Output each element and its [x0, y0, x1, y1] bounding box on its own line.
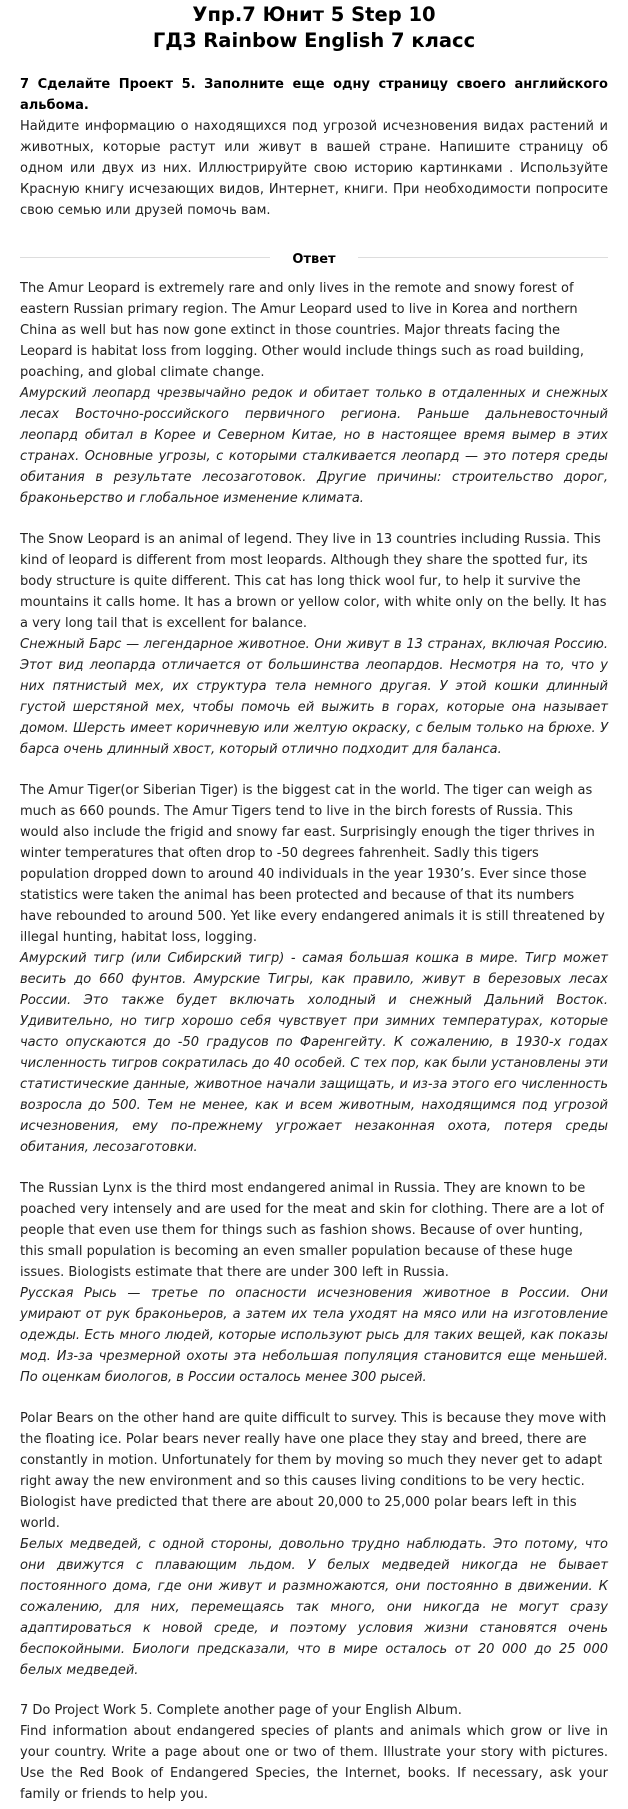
section-amur-leopard [20, 278, 608, 509]
section-ru: Амурский тигр (или Сибирский тигр) - самая большая кошка в мире. Тигр может весить до 660 фунтов. Амурские Тигры, как правило, живут в березовых лесах России. Это также будет включать холодный и снежный Дальний Восток. Удивительно, но тигр хорошо себя чувствует при зимних температурах, которые часто опускаются до -50 градусов по Фаренгейту. К сожалению, в 1930-х годах численность тигров сократилась до 40 особей. С тех пор, как были установлены эти статистические данные, животное начали защищать, и из-за этого его численность возросла до 500. Тем не менее, как и всем животным, находящимся под угрозой исчезновения, ему по-прежнему угрожает незаконная охота, потеря среды обитания, лесозаготовки. [20, 951, 608, 1155]
answer-label: Ответ [270, 252, 357, 267]
section-snow-leopard [20, 529, 608, 760]
task-heading: 7 Сделайте Проект 5. Заполните еще одну страницу своего английского альбома. [20, 77, 608, 113]
title-line-1: Упр.7 Юнит 5 Step 10 [192, 3, 436, 26]
title-line-2: ГДЗ Rainbow English 7 класс [152, 29, 476, 52]
section-ru: Белых медведей, с одной стороны, довольно трудно наблюдать. Это потому, что они движутся с плавающим льдом. У белых медведей никогда не бывает постоянного дома, где они живут и размножаются, они постоянно в движении. К сожалению, для них, перемещаясь так много, они никогда не могут сразу адаптироваться к новой среде, и поэтому условия жизни становятся очень беспокойными. Биологи предсказали, что в мире осталось от 20 000 до 25 000 белых медведей. [20, 1537, 608, 1678]
task-english-heading: 7 Do Project Work 5. Complete another page of your English Album. [20, 1703, 462, 1718]
answer-divider [20, 248, 608, 266]
section-ru: Снежный Барс — легендарное животное. Они живут в 13 странах, включая Россию. Этот вид леопарда отличается от большинства леопардов. Несмотря на то, что у них пятнистый мех, их структура тела немного другая. У этой кошки длинный густой шерстяной мех, чтобы помочь ей выжить в горах, которые она называет домом. Шерсть имеет коричневую или желтую окраску, с белым только на брюхе. У барса очень длинный хвост, который отлично подходит для баланса. [20, 637, 608, 757]
task-text: Найдите информацию о находящихся под угрозой исчезновения видах растений и животных, которые растут или живут в вашей стране. Напишите страницу об одном или двух из них. Иллюстрируйте свою историю картинками . Используйте Красную книгу исчезающих видов, Интернет, книги. При необходимости попросите свою семью или друзей помочь вам. [20, 119, 608, 218]
page-title [20, 0, 608, 54]
task-english [20, 1700, 608, 1805]
section-en: The Russian Lynx is the third most endangered animal in Russia. They are known to be poached very intensely and are used for the meat and skin for clothing. There are a lot of people that even use them for things such as fashion shows. Because of over hunting, this small population is becoming an even smaller population because of these huge issues. Biologists estimate that there are under 300 left in Russia. [20, 1181, 604, 1280]
section-en: The Amur Leopard is extremely rare and only lives in the remote and snowy forest of eastern Russian primary region. The Amur Leopard used to live in Korea and northern China as well but has now gone extinct in those countries. Major threats facing the Leopard is habitat loss from logging. Other would include things such as road building, poaching, and global climate change. [20, 281, 585, 380]
section-ru: Русская Рысь — третье по опасности исчезновения животное в России. Они умирают от рук браконьеров, а затем их тела уходят на мясо или на изготовление одежды. Есть много людей, которые используют рысь для таких вещей, как показы мод. Из-за чрезмерной охоты эта небольшая популяция становится еще меньшей. По оценкам биологов, в России осталось менее 300 рысей. [20, 1286, 608, 1385]
task-english-text: Find information about endangered species of plants and animals which grow or live in your country. Write a page about one or two of them. Illustrate your story with pictures. Use the Red Book of Endangered Species, the Internet, books. If necessary, ask your family or friends to help you. [20, 1724, 608, 1802]
section-en: Polar Bears on the other hand are quite difficult to survey. This is because they move with the floating ice. Polar bears never really have one place they stay and breed, there are constantly in motion. Unfortunately for them by moving so much they never get to adapt right away the new environment and so this causes living conditions to be very hectic. Biologist have predicted that there are about 20,000 to 25,000 polar bears left in this world. [20, 1411, 607, 1531]
section-en: The Amur Tiger(or Siberian Tiger) is the biggest cat in the world. The tiger can weigh as much as 660 pounds. The Amur Tigers tend to live in the birch forests of Russia. This would also include the frigid and snowy far east. Surprisingly enough the tiger thrives in winter temperatures that often drop to -50 degrees fahrenheit. Sadly this tigers population dropped down to around 40 individuals in the year 1930’s. Ever since those statistics were taken the animal has been protected and because of that its numbers have rebounded to around 500. Yet like every endangered animals it is still threatened by illegal hunting, habitat loss, logging. [20, 783, 605, 945]
task-block [20, 74, 608, 221]
section-ru: Амурский леопард чрезвычайно редок и обитает только в отдаленных и снежных лесах Восточно-российского первичного региона. Раньше дальневосточный леопард обитал в Корее и Северном Китае, но в настоящее время вымер в этих странах. Основные угрозы, с которыми сталкивается леопард — это потеря среды обитания в результате лесозаготовок. Другие причины: строительство дорог, браконьерство и глобальное изменение климата. [20, 386, 608, 506]
section-amur-tiger [20, 780, 608, 1158]
section-polar-bears [20, 1408, 608, 1681]
section-en: The Snow Leopard is an animal of legend. They live in 13 countries including Russia. This kind of leopard is different from most leopards. Although they share the spotted fur, its body structure is quite different. This cat has long thick wool fur, to help it survive the mountains it calls home. It has a brown or yellow color, with white only on the belly. It has a very long tail that is excellent for balance. [20, 532, 607, 631]
section-russian-lynx [20, 1178, 608, 1388]
